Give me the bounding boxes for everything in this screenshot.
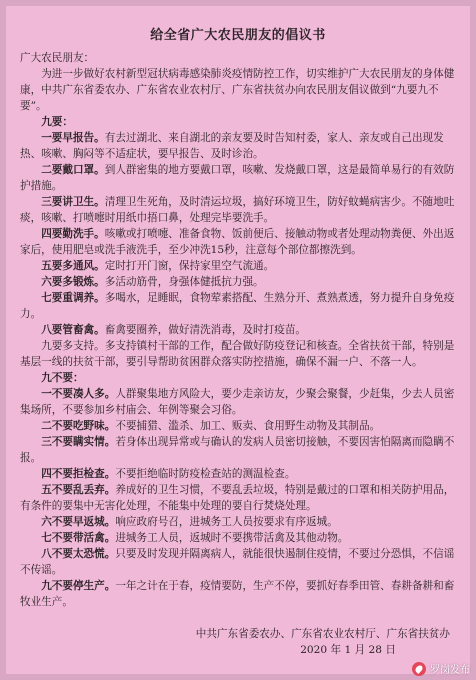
list-item: 五要多通风。定时打开门窗，保持家里空气流通。 — [41, 260, 275, 272]
watermark-text: 罗岗发布 — [430, 665, 470, 676]
donts-list — [20, 386, 456, 610]
list-item: 六要多锻炼。多活动筋骨，身强体健抵抗力强。 — [41, 276, 264, 288]
document-date: 2020 年 1 月 28 日 — [300, 644, 396, 656]
list-item: 四要勤洗手。咳嗽或打喷嚏、准备食物、饭前便后、接触动物或者处理动物粪便、外出返家后，使用肥皂或洗手液洗手，至少冲洗15秒，注意每个部位都擦洗到。 — [20, 228, 455, 256]
list-item: 九不要停生产。一年之计在于春，疫情要防，生产不停，要抓好春季田管、春耕备耕和畜牧业生产。 — [20, 580, 455, 608]
location-pin-icon — [412, 662, 426, 676]
document-title: 给全省广大农民朋友的倡议书 — [150, 28, 326, 43]
salutation: 广大农民朋友： — [20, 52, 95, 64]
list-item: 八要管畜禽。畜禽要圈养，做好清洗消毒，及时打疫苗。 — [41, 324, 307, 336]
list-item: 六不要早返城。响应政府号召，进城务工人员按要求有序返城。 — [41, 516, 338, 528]
list-item: 三不要瞒实情。若身体出现异常或与确认的发病人员密切接触，不要因害怕隔离而隐瞒不报。 — [20, 436, 455, 464]
list-item: 三要讲卫生。清理卫生死角，及时清运垃圾，搞好环境卫生，防好蚊蝇病害少。不随地吐痰，咳嗽、打喷嚏时用纸巾捂口鼻，处理完毕要洗手。 — [20, 196, 455, 224]
do-heading: 九要： — [41, 116, 73, 128]
letter-page — [6, 6, 470, 674]
list-item: 七不要带活禽。进城务工人员，返城时不要携带活禽及其他动物。 — [41, 532, 349, 544]
list-item: 九要多支持。多支持镇村干部的工作，配合做好防疫登记和核查。全省扶贫干部，特别是基层一线的扶贫干部，要引导帮助贫困群众落实防控措施，确保不漏一户、不落一人。 — [20, 340, 455, 368]
signatories: 中共广东省委农办、广东省农业农村厅、广东省扶贫办 — [195, 628, 450, 640]
list-item: 二不要吃野味。不要捕猎、滥杀、加工、贩卖、食用野生动物及其制品。 — [41, 420, 381, 432]
intro-paragraph: 为进一步做好农村新型冠状病毒感染肺炎疫情防控工作，切实维护广大农民朋友的身体健康，中共广东省委农办、广东省农业农村厅、广东省扶贫办向农民朋友倡议做到“九要九不要”。 — [20, 68, 455, 112]
list-item: 七要重调养。多喝水，足睡眠，食物荤素搭配、生熟分开、煮熟煮透，努力提升自身免疫力。 — [20, 292, 455, 320]
list-item: 一要早报告。有去过湖北、来自湖北的亲友要及时告知村委，家人、亲友或自己出现发热、咳嗽、胸闷等不适症状，要早报告、及时诊治。 — [20, 132, 444, 160]
list-item: 八不要太恐慌。只要及时发现并隔离病人，就能很快遏制住疫情，不要过分恐惧，不信谣不传谣。 — [20, 548, 455, 576]
dont-heading: 九不要： — [41, 372, 84, 384]
dos-list — [20, 130, 456, 370]
list-item: 一不要凑人多。人群聚集地方风险大，要少走亲访友，少聚会聚餐，少赶集，少去人员密集场所，不要参加乡村庙会、年例等聚会习俗。 — [20, 388, 455, 416]
list-item: 四不要拒检查。不要拒绝临时防疫检查站的测温检查。 — [41, 468, 296, 480]
watermark — [412, 661, 470, 676]
list-item: 二要戴口罩。到人群密集的地方要戴口罩，咳嗽、发烧戴口罩，这是最简单易行的有效防护措施。 — [20, 164, 455, 192]
list-item: 五不要乱丢弃。养成好的卫生习惯，不要乱丢垃圾，特别是戴过的口罩和相关防护用品，有条件的要集中无害化处理，不能集中处理的要自行焚烧处理。 — [20, 484, 455, 512]
